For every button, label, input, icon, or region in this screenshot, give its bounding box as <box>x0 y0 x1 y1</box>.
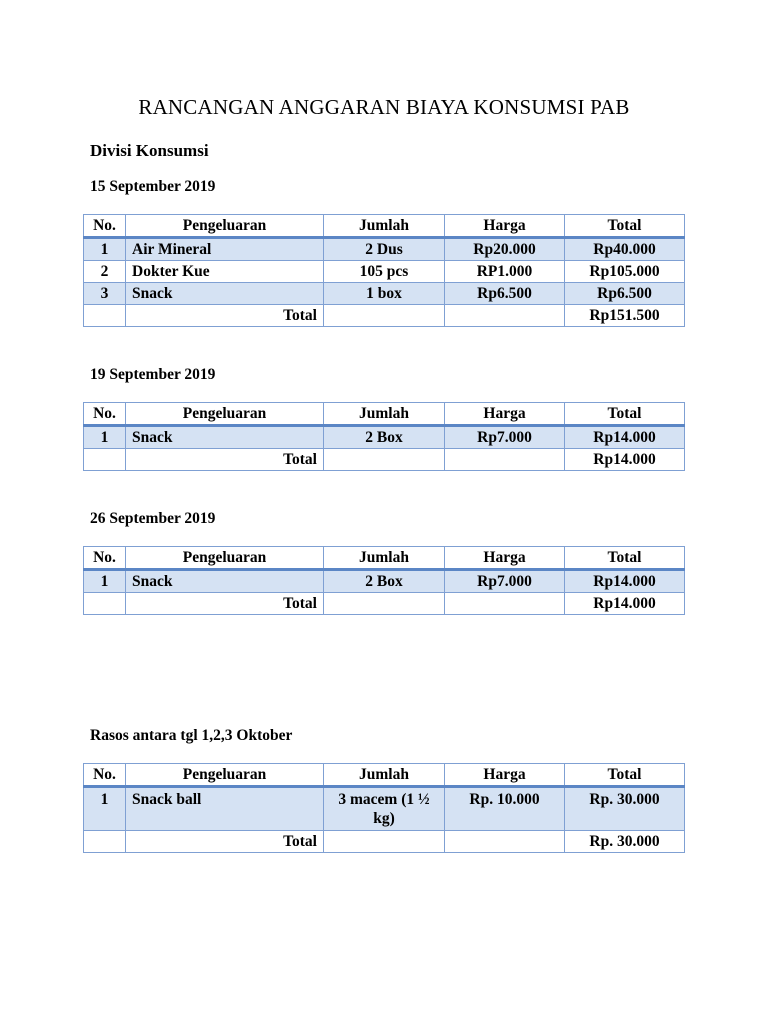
total-label: Total <box>126 305 324 327</box>
header-no: No. <box>84 764 126 787</box>
section-date: 15 September 2019 <box>90 178 216 195</box>
expense-table <box>83 214 685 327</box>
header-qty: Jumlah <box>324 764 445 787</box>
row-price: Rp. 10.000 <box>445 787 565 831</box>
row-item: Dokter Kue <box>126 261 324 283</box>
total-empty-cell <box>84 449 126 471</box>
row-total: Rp. 30.000 <box>565 787 685 831</box>
row-price: Rp7.000 <box>445 426 565 449</box>
table-header-row <box>84 403 685 426</box>
row-no: 3 <box>84 283 126 305</box>
row-no: 1 <box>84 426 126 449</box>
grand-total-value: Rp14.000 <box>565 449 685 471</box>
header-item: Pengeluaran <box>126 764 324 787</box>
row-item: Air Mineral <box>126 238 324 261</box>
table-header-row <box>84 547 685 570</box>
header-price: Harga <box>445 403 565 426</box>
expense-table <box>83 763 685 853</box>
total-label: Total <box>126 593 324 615</box>
row-no: 1 <box>84 570 126 593</box>
section-date: Rasos antara tgl 1,2,3 Oktober <box>90 727 293 744</box>
row-price: Rp7.000 <box>445 570 565 593</box>
header-total: Total <box>565 403 685 426</box>
table-row <box>84 261 685 283</box>
header-no: No. <box>84 547 126 570</box>
grand-total-value: Rp. 30.000 <box>565 831 685 853</box>
row-total: Rp14.000 <box>565 570 685 593</box>
table-row <box>84 787 685 831</box>
header-price: Harga <box>445 547 565 570</box>
row-qty: 3 macem (1 ½ kg) <box>324 787 445 831</box>
header-total: Total <box>565 215 685 238</box>
total-empty-cell <box>445 593 565 615</box>
total-empty-cell <box>445 305 565 327</box>
row-total: Rp14.000 <box>565 426 685 449</box>
header-qty: Jumlah <box>324 547 445 570</box>
grand-total-value: Rp151.500 <box>565 305 685 327</box>
row-no: 2 <box>84 261 126 283</box>
row-item: Snack <box>126 570 324 593</box>
row-total: Rp105.000 <box>565 261 685 283</box>
section-date: 26 September 2019 <box>90 510 216 527</box>
total-empty-cell <box>445 831 565 853</box>
table-row <box>84 283 685 305</box>
document-title: RANCANGAN ANGGARAN BIAYA KONSUMSI PAB <box>138 95 630 119</box>
total-row <box>84 449 685 471</box>
row-qty: 2 Box <box>324 426 445 449</box>
row-no: 1 <box>84 238 126 261</box>
total-label: Total <box>126 831 324 853</box>
total-row <box>84 305 685 327</box>
expense-table <box>83 402 685 471</box>
row-qty: 105 pcs <box>324 261 445 283</box>
header-item: Pengeluaran <box>126 403 324 426</box>
table-row <box>84 570 685 593</box>
total-empty-cell <box>324 593 445 615</box>
table-row <box>84 426 685 449</box>
table-header-row <box>84 215 685 238</box>
table-header-row <box>84 764 685 787</box>
row-item: Snack <box>126 426 324 449</box>
total-empty-cell <box>324 449 445 471</box>
row-price: Rp20.000 <box>445 238 565 261</box>
row-qty: 1 box <box>324 283 445 305</box>
header-price: Harga <box>445 764 565 787</box>
header-item: Pengeluaran <box>126 547 324 570</box>
row-total: Rp6.500 <box>565 283 685 305</box>
header-item: Pengeluaran <box>126 215 324 238</box>
row-no: 1 <box>84 787 126 831</box>
total-empty-cell <box>324 305 445 327</box>
total-empty-cell <box>84 593 126 615</box>
total-empty-cell <box>84 831 126 853</box>
row-price: Rp6.500 <box>445 283 565 305</box>
section-date: 19 September 2019 <box>90 366 216 383</box>
total-label: Total <box>126 449 324 471</box>
header-qty: Jumlah <box>324 215 445 238</box>
row-qty: 2 Dus <box>324 238 445 261</box>
total-row <box>84 831 685 853</box>
grand-total-value: Rp14.000 <box>565 593 685 615</box>
total-row <box>84 593 685 615</box>
row-price: RP1.000 <box>445 261 565 283</box>
row-item: Snack ball <box>126 787 324 831</box>
total-empty-cell <box>445 449 565 471</box>
row-item: Snack <box>126 283 324 305</box>
header-qty: Jumlah <box>324 403 445 426</box>
header-no: No. <box>84 215 126 238</box>
expense-table <box>83 546 685 615</box>
row-qty: 2 Box <box>324 570 445 593</box>
header-price: Harga <box>445 215 565 238</box>
header-no: No. <box>84 403 126 426</box>
header-total: Total <box>565 764 685 787</box>
header-total: Total <box>565 547 685 570</box>
total-empty-cell <box>324 831 445 853</box>
table-row <box>84 238 685 261</box>
row-total: Rp40.000 <box>565 238 685 261</box>
division-subtitle: Divisi Konsumsi <box>90 141 209 160</box>
total-empty-cell <box>84 305 126 327</box>
